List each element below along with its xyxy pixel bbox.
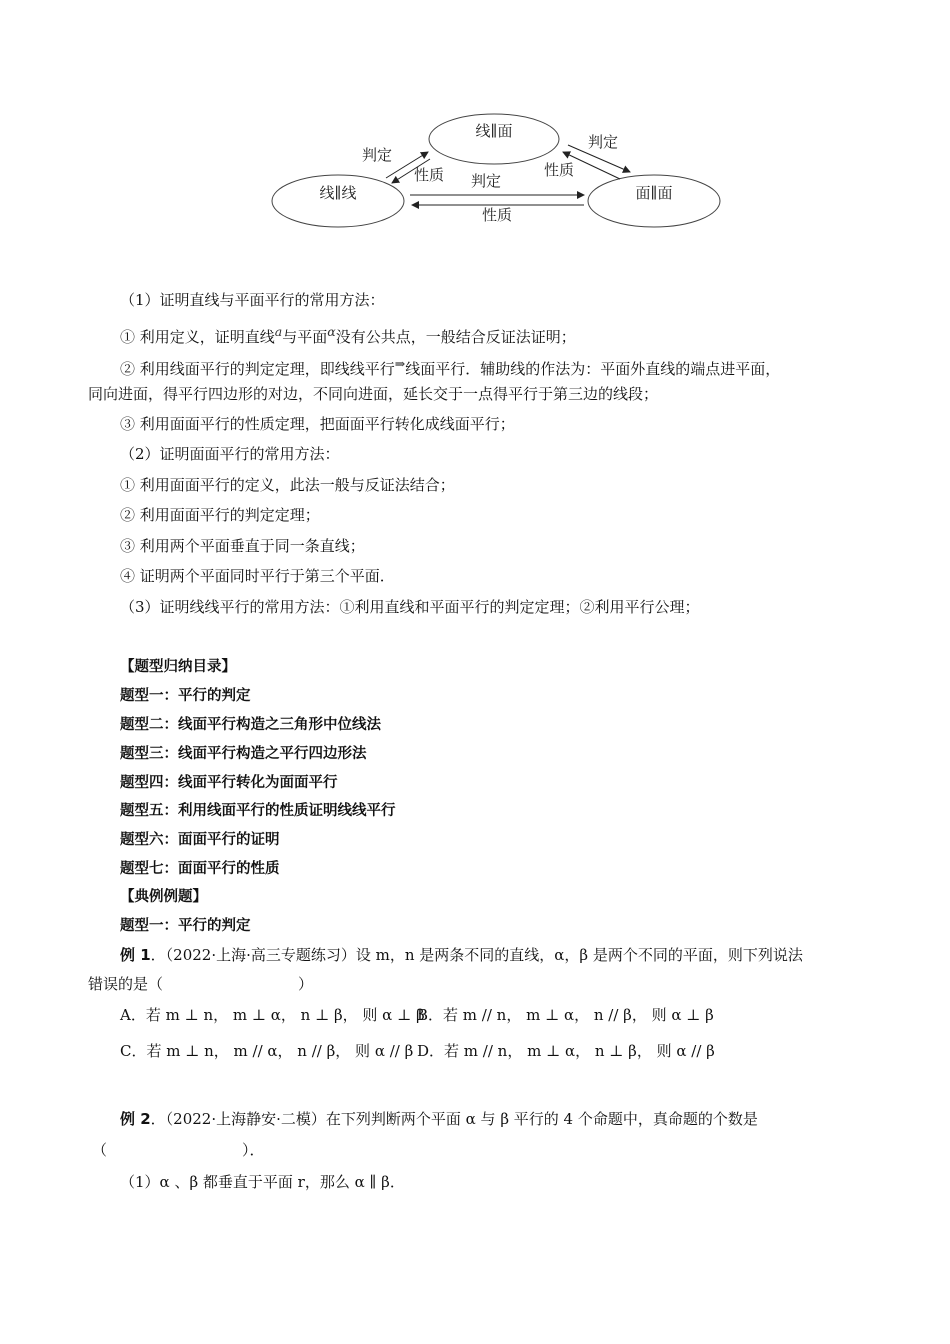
method-1-3: ③ 利用面面平行的性质定理，把面面平行转化成线面平行；	[120, 415, 515, 433]
method-2-3: ③ 利用两个平面垂直于同一条直线；	[120, 537, 365, 555]
method-1-2	[120, 354, 780, 379]
example-2-item-1: （1）α 、β 都垂直于平面 r，那么 α ∥ β．	[120, 1173, 405, 1191]
method-1-2-text-a: ② 利用线面平行的判定定理，即线线平行	[120, 360, 395, 378]
label-pd-left: 判定	[362, 146, 393, 164]
example-2-line-1	[120, 1109, 758, 1129]
methods-heading-2: （2）证明面面平行的常用方法：	[120, 445, 340, 463]
example-1-option-b: B．若 m // n， m ⊥ α， n // β， 则 α ⊥ β	[417, 1006, 714, 1024]
example-2-text: ．（2022·上海静安·二模）在下列判断两个平面 α 与 β 平行的 4 个命题中，真命题的个数是	[150, 1110, 758, 1128]
relationship-diagram	[0, 0, 950, 260]
toc-item-7: 题型七：面面平行的性质	[120, 861, 280, 877]
example-2-line-2: （ ）．	[92, 1141, 265, 1159]
methods-heading-3: （3）证明线线平行的常用方法：①利用直线和平面平行的判定定理；②利用平行公理；	[120, 598, 700, 616]
method-1-1-text-c: 没有公共点，一般结合反证法证明；	[335, 328, 576, 346]
node-right-label: 面∥面	[635, 184, 673, 202]
example-1-label: 例 1	[120, 946, 151, 964]
node-top-label: 线∥面	[475, 122, 513, 140]
node-left-label: 线∥线	[319, 184, 357, 202]
example-1-line-1	[120, 945, 803, 965]
toc-item-4: 题型四：线面平行转化为面面平行	[120, 775, 338, 791]
example-2-label: 例 2	[120, 1110, 151, 1128]
toc-title: 【题型归纳目录】	[120, 659, 236, 675]
toc-item-3: 题型三：线面平行构造之平行四边形法	[120, 746, 367, 762]
method-1-1-text-b: 与平面	[282, 328, 328, 346]
toc-item-5: 题型五：利用线面平行的性质证明线线平行	[120, 803, 396, 819]
methods-heading-1: （1）证明直线与平面平行的常用方法：	[120, 291, 385, 309]
method-1-1	[120, 322, 576, 347]
label-xz-right: 性质	[544, 161, 575, 179]
type1-heading: 题型一：平行的判定	[120, 918, 251, 934]
method-1-2-text-b: 线面平行．辅助线的作法为：平面外直线的端点进平面，	[405, 360, 781, 378]
implies-arrow-icon: ⇒	[394, 356, 406, 371]
toc-item-2: 题型二：线面平行构造之三角形中位线法	[120, 717, 381, 733]
label-xz-mid: 性质	[482, 206, 513, 224]
method-2-4: ④ 证明两个平面同时平行于第三个平面．	[120, 567, 395, 585]
example-1-option-c: C．若 m ⊥ n， m // α， n // β， 则 α // β	[120, 1042, 414, 1060]
label-pd-right: 判定	[588, 133, 619, 151]
example-1-line-2: 错误的是（ ）	[88, 975, 314, 993]
method-2-2: ② 利用面面平行的判定定理；	[120, 506, 320, 524]
label-xz-left: 性质	[414, 166, 445, 184]
symbol-alpha: α	[327, 324, 336, 339]
example-1-text: ．（2022·上海·高三专题练习）设 m，n 是两条不同的直线，α，β 是两个不同的平面，则下列说法	[150, 946, 803, 964]
method-1-1-text-a: ① 利用定义，证明直线	[120, 328, 275, 346]
toc-item-6: 题型六：面面平行的证明	[120, 832, 280, 848]
examples-title: 【典例例题】	[120, 889, 207, 905]
symbol-a: a	[274, 324, 283, 339]
method-2-1: ① 利用面面平行的定义，此法一般与反证法结合；	[120, 476, 455, 494]
method-1-2-continued: 同向进面，得平行四边形的对边，不同向进面，延长交于一点得平行于第三边的线段；	[88, 385, 659, 403]
label-pd-mid: 判定	[471, 172, 502, 190]
example-1-option-d: D．若 m // n， m ⊥ α， n ⊥ β， 则 α // β	[417, 1042, 715, 1060]
example-1-option-a: A．若 m ⊥ n， m ⊥ α， n ⊥ β， 则 α ⊥ β	[120, 1006, 425, 1024]
toc-item-1: 题型一：平行的判定	[120, 688, 251, 704]
